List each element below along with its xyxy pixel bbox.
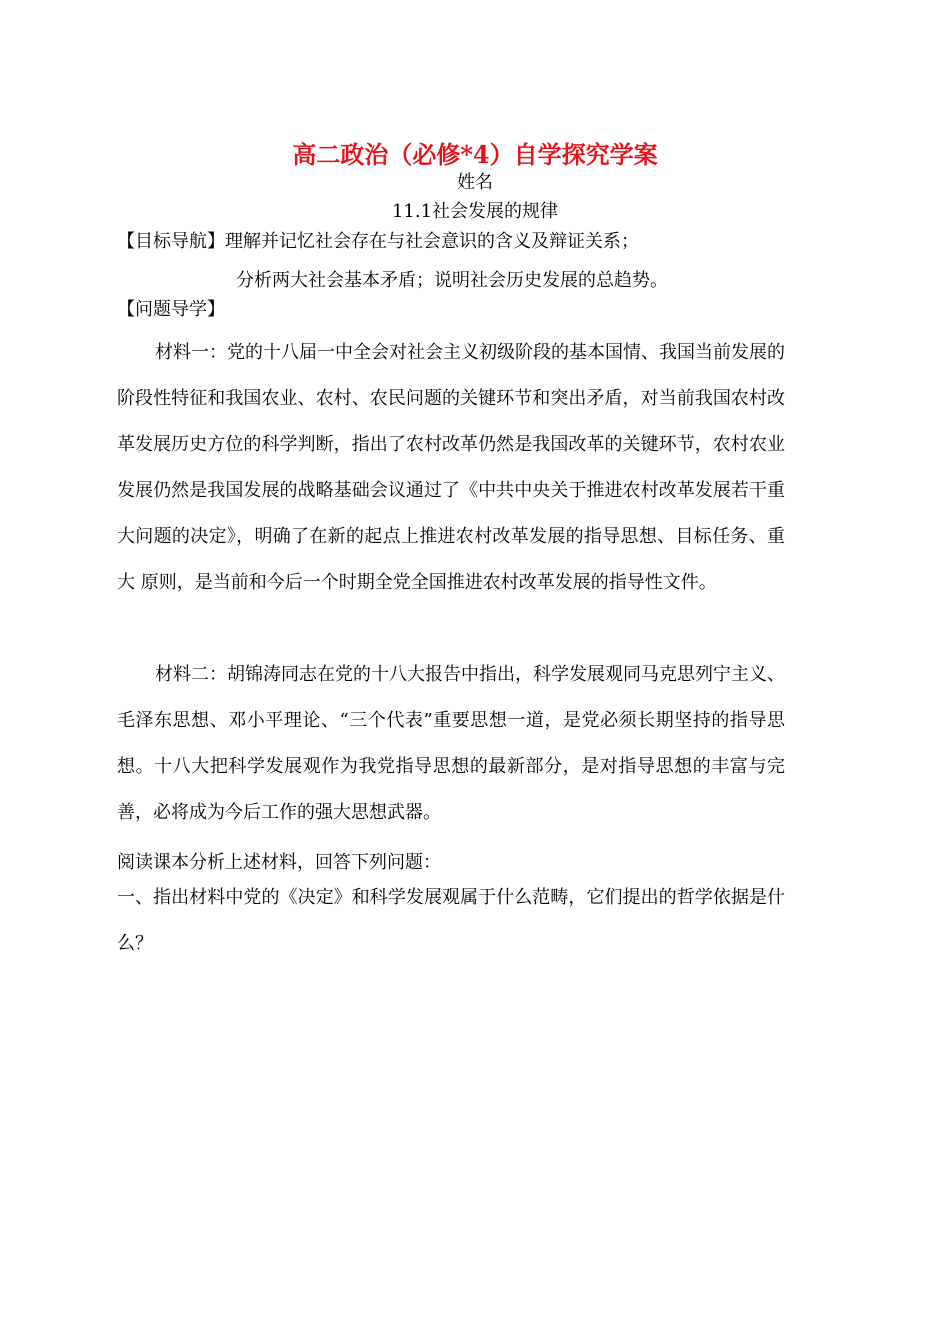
lesson-title: 11.1社会发展的规律 — [391, 201, 559, 222]
document-title: 高二政治（必修*4）自学探究学案 — [292, 140, 658, 169]
objectives-heading: 【目标导航】 — [117, 231, 225, 252]
objectives-line-1: 理解并记忆社会存在与社会意识的含义及辩证关系； — [225, 231, 639, 252]
objectives-row — [117, 229, 639, 255]
instruction-line: 阅读课本分析上述材料，回答下列问题： — [117, 852, 441, 873]
questions-heading: 【问题导学】 — [117, 299, 225, 320]
name-label: 姓名 — [457, 172, 493, 193]
material-1-paragraph: 材料一：党的十八届一中全会对社会主义初级阶段的基本国情、我国当前发展的阶段性特征和我国农业、农村、农民问题的关键环节和突出矛盾，对当前我国农村改革发展历史方位的科学判断，指出了农村改革仍然是我国改革的关键环节，农村农业发展仍然是我国发展的战略基础会议通过了《中共中央关于推进农村改革发展若干重大问题的决定》，明确了在新的起点上推进农村改革发展的指导思想、目标任务、重大 原则，是当前和今后一个时期全党全国推进农村改革发展的指导性文件。 — [117, 342, 785, 593]
objectives-line-2: 分析两大社会基本矛盾；说明社会历史发展的总趋势。 — [236, 270, 668, 291]
question-1: 一、指出材料中党的《决定》和科学发展观属于什么范畴，它们提出的哲学依据是什么？ — [117, 887, 785, 954]
material-2-paragraph: 材料二：胡锦涛同志在党的十八大报告中指出，科学发展观同马克思列宁主义、毛泽东思想、邓小平理论、“三个代表”重要思想一道，是党必须长期坚持的指导思想。十八大把科学发展观作为我党指导思想的最新部分，是对指导思想的丰富与完善，必将成为今后工作的强大思想武器。 — [117, 664, 785, 823]
